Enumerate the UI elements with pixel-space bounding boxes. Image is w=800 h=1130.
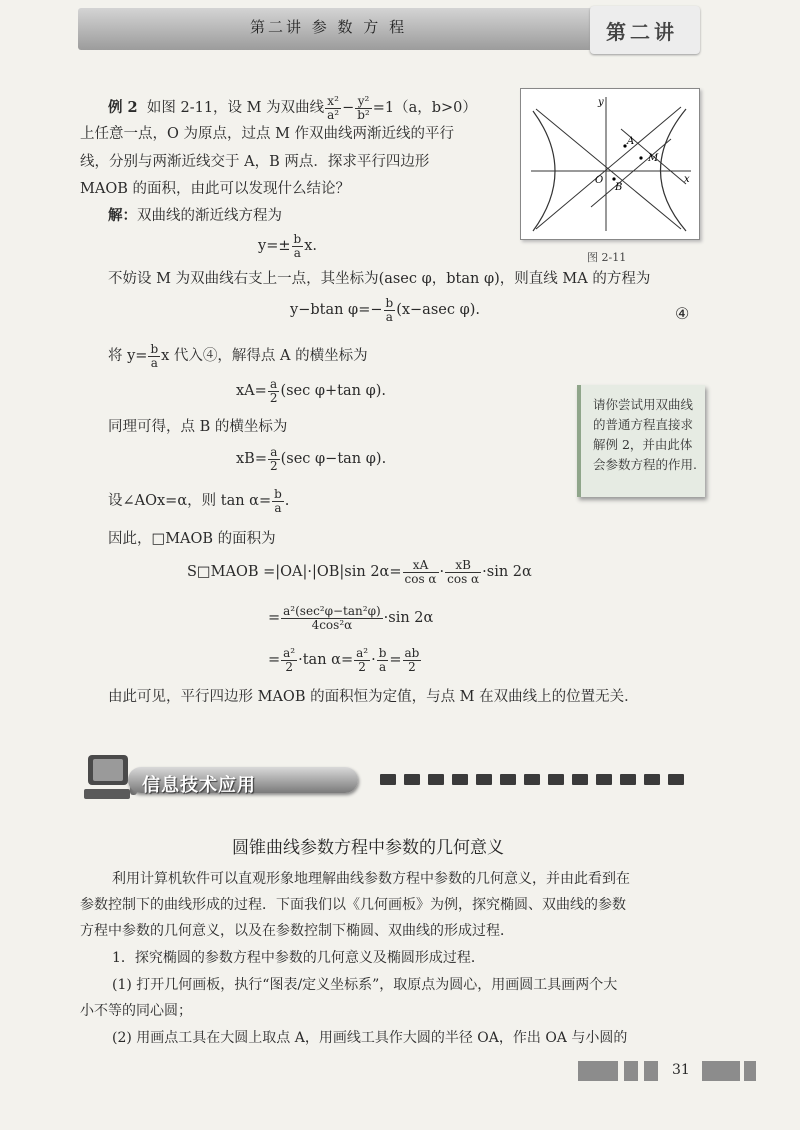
area-equation-1: S□MAOB =|OA|·|OB|sin 2α= $\frac{xA}{\text{cos α}}$ · $\frac{xB}{\text{cos α}}$ ·sin 2α (187, 558, 532, 586)
label-m: M (648, 153, 659, 164)
area-equation-3: = $\frac{\text{a²}}{2}$ ·tan α= $\frac{\text{a²}}{2}$ · $\frac{b}{a}$ = $\frac{ab}{2}$ (268, 646, 420, 674)
banner-dash (380, 774, 396, 785)
solution-line-3: 将 y= $\frac{b}{a}$ x 代入④，解得点 A 的横坐标为 (108, 342, 368, 370)
paragraph-line: 利用计算机软件可以直观形象地理解曲线参数方程中参数的几何意义，并由此看到在 (112, 871, 630, 887)
label-o: O (595, 175, 604, 186)
page-number: 31 (672, 1062, 690, 1078)
point-m (639, 156, 642, 159)
paragraph-line: (1) 打开几何画板，执行“图表/定义坐标系”，取原点为圆心，用画圆工具画两个大 (112, 977, 618, 993)
header-title: 第二讲 参 数 方 程 (250, 18, 408, 36)
paragraph-line: 1．探究椭圆的参数方程中参数的几何意义及椭圆形成过程． (112, 950, 485, 966)
solution-line-5: 设∠AOx=α，则 tan α= $\frac{b}{a}$ . (108, 487, 290, 515)
point-b (612, 177, 615, 180)
example-line-1: 例 2 如图 2-11，设 M 为双曲线 $\frac{\text{x²}}{\text{a²}}$ − $\frac{\text{y²}}{\text{b²}}$ =1（a，b>0） (108, 94, 477, 122)
banner-dash (452, 774, 468, 785)
solution-line-4: 同理可得，点 B 的横坐标为 (108, 419, 288, 435)
example-line-4: MAOB 的面积，由此可以发现什么结论？ (80, 181, 350, 197)
banner-dash (476, 774, 492, 785)
frac-x2-a2: $\frac{\text{x²}}{\text{a²}}$ (327, 94, 340, 122)
example-line-2: 上任意一点，O 为原点，过点 M 作双曲线两渐近线的平行 (80, 126, 455, 142)
page-bar (702, 1061, 740, 1081)
hyperbola-diagram (521, 89, 699, 239)
page-bar (624, 1061, 638, 1081)
banner-dash (596, 774, 612, 785)
area-equation-2: = $\frac{\text{a²(sec²φ−tan²φ)}}{\text{4cos²α}}$ ·sin 2α (268, 604, 434, 632)
banner-dash (668, 774, 684, 785)
info-tech-banner (80, 755, 700, 805)
line-ma-equation: y−btan φ=− $\frac{b}{a}$ (x−asec φ). (290, 296, 480, 324)
label-x: x (684, 174, 690, 185)
figure-hyperbola (520, 88, 700, 240)
label-y: y (598, 97, 604, 108)
paragraph-line: (2) 用画点工具在大圆上取点 A，用画线工具作大圆的半径 OA，作出 OA 与小圆的 (112, 1030, 628, 1046)
banner-dash (548, 774, 564, 785)
page-bar (744, 1061, 756, 1081)
chapter-tab-label: 第二讲 (606, 20, 678, 44)
right-branch (661, 109, 687, 231)
page-bar (644, 1061, 658, 1081)
banner-dash (572, 774, 588, 785)
label-a: A (627, 136, 635, 147)
conclusion: 由此可见，平行四边形 MAOB 的面积恒为定值，与点 M 在双曲线上的位置无关． (108, 689, 639, 705)
figure-caption: 图 2-11 (587, 251, 627, 264)
label-b: B (615, 182, 623, 193)
frac-y2-b2: $\frac{\text{y²}}{\text{b²}}$ (357, 94, 370, 122)
paragraph-line: 小不等的同心圆； (80, 1003, 192, 1019)
page-bar (578, 1061, 618, 1081)
example-line-3: 线，分别与两渐近线交于 A，B 两点．探求平行四边形 (80, 154, 430, 170)
xa-equation: xA= $\frac{a}{2}$ (sec φ+tan φ). (236, 377, 387, 405)
section-title: 圆锥曲线参数方程中参数的几何意义 (232, 838, 504, 857)
banner-label: 信息技术应用 (142, 775, 256, 795)
side-note (577, 385, 705, 497)
banner-dash (500, 774, 516, 785)
banner-dash (428, 774, 444, 785)
solution-line-6: 因此，□MAOB 的面积为 (108, 531, 276, 547)
side-note-text: 请你尝试用双曲线的普通方程直接求解例 2，并由此体会参数方程的作用. (593, 397, 697, 472)
asymptote-equation: y=± $\frac{b}{a}$ x. (258, 232, 317, 260)
banner-dash (404, 774, 420, 785)
banner-dash (620, 774, 636, 785)
banner-dash (644, 774, 660, 785)
solution-line-1: 解：双曲线的渐近线方程为 (108, 207, 282, 224)
banner-dash (524, 774, 540, 785)
equation-tag: ④ (675, 304, 690, 323)
paragraph-line: 方程中参数的几何意义，以及在参数控制下椭圆、双曲线的形成过程． (80, 923, 514, 939)
paragraph-line: 参数控制下的曲线形成的过程．下面我们以《几何画板》为例，探究椭圆、双曲线的参数 (80, 897, 626, 913)
solution-line-2: 不妨设 M 为双曲线右支上一点，其坐标为(asec φ，btan φ)，则直线 MA 的方程为 (108, 271, 651, 287)
xb-equation: xB= $\frac{a}{2}$ (sec φ−tan φ). (236, 445, 387, 473)
